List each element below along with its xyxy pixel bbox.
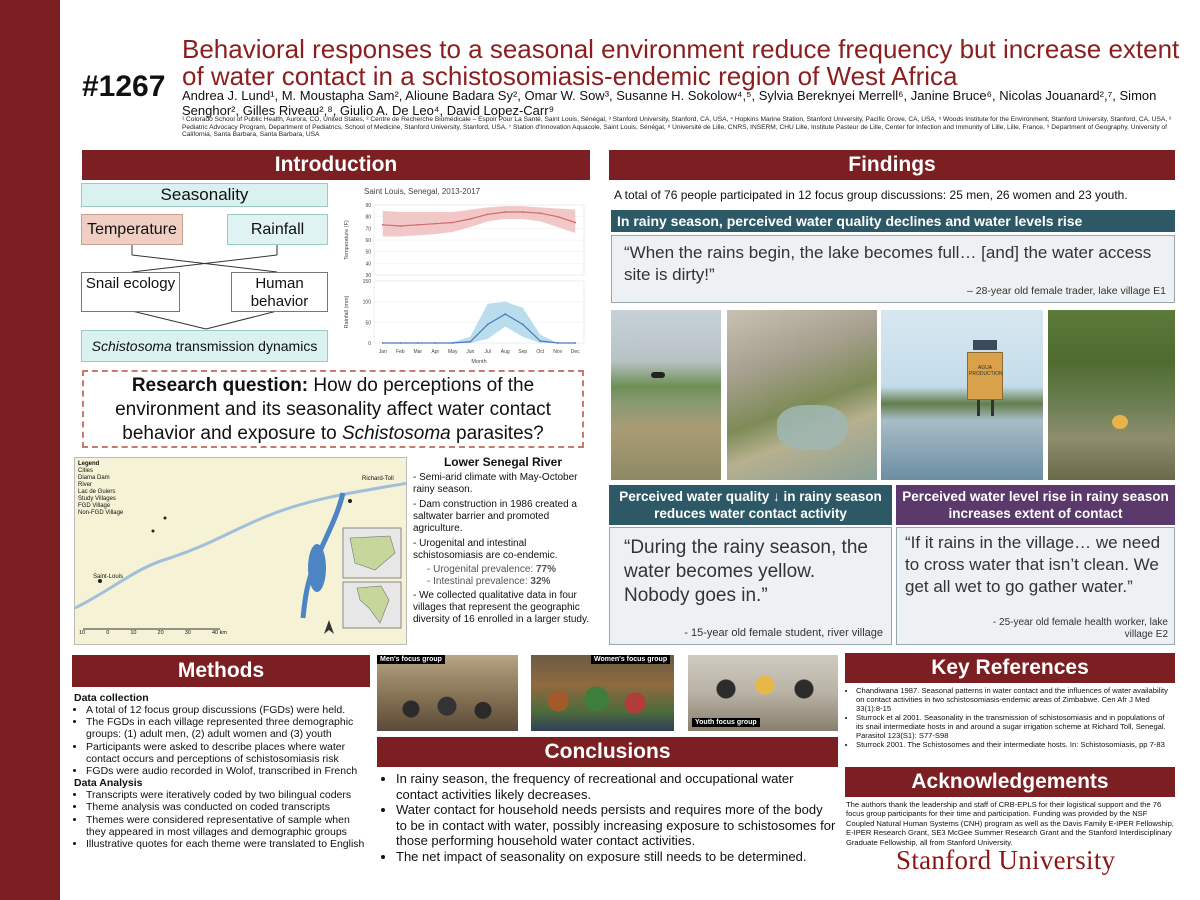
data-point: [469, 218, 471, 220]
study-area-map: [74, 457, 407, 645]
data-point: [399, 225, 401, 227]
lsr-item: - Dam construction in 1986 created a saltwater barrier and promoted agriculture.: [413, 499, 577, 534]
author-list: Andrea J. Lund¹, M. Moustapha Sam², Alioune Badara Sy², Omar W. Sow³, Susanne H. Sokolow⁴,⁵, Sylvia Bereknyei Merrell⁶, Janine Bruce⁶, Nicolas Jouanard²,⁷, Simon Senghor², Gilles Riveau²,⁸, Giulio A. De Leo⁴, David Lopez-Carr⁹: [182, 88, 1157, 118]
legend-item-lac: Lac de Guiers: [78, 489, 116, 495]
list-item: • Theme analysis was conducted on coded transcripts: [86, 801, 370, 813]
data-collection-list: [74, 704, 370, 777]
x-tick-label: May: [448, 349, 458, 355]
y-tick-label: 40: [365, 261, 371, 268]
list-item: • Chandiwana 1987. Seasonal patterns in water contact and the influences of water availability on contact activities in two schistosomiasis-endemic areas of Zimbabwe. Cen Afr J Med 33(1):8-15: [856, 686, 1174, 713]
y-axis-label: Rainfall (mm): [344, 295, 350, 329]
data-point: [522, 211, 524, 213]
map-legend: [78, 461, 123, 517]
map-graphic: [75, 458, 407, 645]
lower-senegal-river-section: [413, 455, 593, 626]
x-tick-label: Jul: [484, 349, 491, 355]
conclusions-list: [380, 771, 836, 865]
list-item: • Participants were asked to describe places where water contact occurs and perceptions of schistosomiasis risk: [86, 741, 370, 765]
x-tick-label: Jun: [466, 349, 475, 355]
legend-item-fgd: FGD Village: [78, 503, 111, 509]
list-item: • A total of 12 focus group discussions (FGDs) were held.: [86, 704, 370, 716]
snail-ecology-box: Snail ecology: [81, 272, 180, 312]
photo-caption: Youth focus group: [692, 718, 760, 727]
legend-item-nonfgd: Non-FGD Village: [78, 510, 124, 516]
list-item: • Illustrative quotes for each theme were translated to English: [86, 838, 370, 850]
poster-title: Behavioral responses to a seasonal environment reduce frequency but increase extent of water contact in a schistosomiasis-endemic region of West Africa: [182, 34, 1180, 91]
lsr-item: - We collected qualitative data in four villages that represent the geographic diversity of 16 enrolled in a larger study.: [413, 590, 590, 625]
x-tick-label: Dec: [570, 349, 580, 355]
x-tick-label: Feb: [395, 349, 405, 355]
data-point: [504, 313, 506, 315]
scale-1: 0: [106, 630, 110, 636]
list-item: • Sturrock 2001. The Schistosomes and their intermediate hosts. In: Schistosomiasis, pp 7-83: [856, 740, 1174, 749]
quote-1-box: [611, 235, 1175, 303]
data-point: [487, 324, 489, 326]
x-tick-label: Mar: [413, 349, 423, 355]
quote-2-attribution: - 15-year old female student, river village: [684, 627, 883, 639]
poster-id: #1267: [82, 70, 166, 103]
quote-3-text: “If it rains in the village… we need to cross water that isn’t clean. We get all wet to go gather water.”: [905, 533, 1161, 596]
sidebar-bar: [0, 0, 60, 900]
y-tick-label: 80: [365, 214, 371, 221]
data-point: [539, 212, 541, 214]
data-point: [399, 342, 401, 344]
introduction-heading: Introduction: [82, 150, 590, 180]
youth-focus-group-photo: [688, 655, 838, 731]
stanford-logo: Stanford University: [896, 845, 1116, 875]
label-saint-louis: Saint-Louis: [93, 574, 124, 580]
data-point: [452, 222, 454, 224]
legend-item-study: Study Villages: [78, 496, 116, 502]
list-item: • The FGDs in each village represented three demographic groups: (1) adult men, (2) adult women and (3) youth: [86, 716, 370, 740]
quote-3-attribution: - 25-year old female health worker, lake village E2: [992, 617, 1168, 640]
reeds-water-photo: [1048, 310, 1175, 480]
data-point: [539, 340, 541, 342]
theme-3-banner: Perceived water level rise in rainy season increases extent of contact: [896, 485, 1175, 525]
data-point: [522, 324, 524, 326]
label-richard-toll: Richard-Toll: [362, 476, 394, 482]
methods-heading: Methods: [72, 655, 370, 687]
legend-item-dam: Diama Dam: [78, 475, 110, 481]
quote-1-attribution: – 28-year old female trader, lake village E1: [966, 285, 1166, 297]
data-point: [557, 216, 559, 218]
x-tick-label: Aug: [500, 349, 510, 355]
y-tick-label: 70: [365, 226, 371, 233]
data-point: [452, 342, 454, 344]
data-point: [434, 223, 436, 225]
list-item: • FGDs were audio recorded in Wolof, transcribed in French: [86, 765, 370, 777]
lake-shore-photo: [611, 310, 721, 480]
data-point: [417, 224, 419, 226]
data-point: [557, 342, 559, 344]
legend-item-river: River: [78, 482, 93, 488]
findings-heading: Findings: [609, 150, 1175, 180]
quote-2-box: [609, 527, 892, 645]
aerial-village-photo: [727, 310, 877, 480]
lsr-item: - Urogenital and intestinal schistosomiasis are co-endemic.: [413, 538, 558, 561]
climate-chart: [338, 183, 590, 369]
rq-text-1: How do perceptions of the environment and its seasonality affect water contact behavior and exposure to: [115, 375, 551, 444]
data-point: [434, 342, 436, 344]
y-tick-label: 50: [365, 320, 371, 327]
x-tick-label: Nov: [553, 349, 563, 355]
legend-item-cities: Cities: [78, 468, 94, 474]
data-point: [487, 213, 489, 215]
findings-summary: A total of 76 people participated in 12 focus group discussions: 25 men, 26 women and 23 youth.: [614, 188, 1128, 202]
quote-2-text: “During the rainy season, the water becomes yellow. Nobody goes in.”: [624, 537, 868, 606]
references-list: [846, 686, 1174, 749]
y-axis-label: Temperature (F): [344, 220, 350, 260]
conclusions-heading: Conclusions: [377, 737, 838, 767]
temperature-box: Temperature: [81, 214, 183, 245]
y-tick-label: 90: [365, 203, 371, 209]
theme-2-banner: Perceived water quality ↓ in rainy season reduces water contact activity: [609, 485, 892, 525]
rq-italic: Schistosoma: [341, 423, 451, 444]
x-tick-label: Sep: [518, 349, 528, 355]
photo-caption: Women's focus group: [591, 655, 670, 664]
list-item: • Themes were considered representative of sample when they appeared in most villages and demographic groups: [86, 814, 370, 838]
women-focus-group-photo: [531, 655, 674, 731]
y-tick-label: 150: [362, 279, 371, 285]
data-analysis-list: [74, 789, 370, 850]
lsr-subitem: - Urogenital prevalence: 77%: [427, 564, 556, 575]
men-focus-group-photo: [377, 655, 518, 731]
lsr-subitem: - Intestinal prevalence: 32%: [427, 576, 551, 587]
photo-caption: Men's focus group: [377, 655, 445, 664]
rq-text-2: parasites?: [450, 423, 544, 444]
lsr-item: - Semi-arid climate with May-October rainy season.: [413, 472, 578, 495]
research-question-box: [82, 370, 584, 448]
transmission-text: transmission dynamics: [171, 338, 318, 354]
list-item: • Transcripts were iteratively coded by two bilingual coders: [86, 789, 370, 801]
water-tower-photo: [881, 310, 1043, 480]
references-heading: Key References: [845, 653, 1175, 683]
list-item: • Sturrock et al 2001. Seasonality in the transmission of schistosomiasis and in populations of its snail intermediate hosts in and around a sugar irrigation scheme at Richard Toll, Senegal. Parasitol 123(S1): S77-S98: [856, 713, 1174, 740]
list-item: • Water contact for household needs persists and requires more of the body to be in contact with water, possibly increasing exposure to schistosomes for those performing household water contact activities.: [396, 802, 836, 849]
acknowledgements-text: The authors thank the leadership and staff of CRB-EPLS for their logistical support and the 76 focus group participants for their time and participation. Funding was provided by the NSF Coupled Natural Human Systems (CNH) program as well as the Davis Family E-IPER Fellowship, E-IPER Research Grant, SE3 McGee Summer Research Grant and the Stanford Interdisciplinary Graduate Fellowship, all from Stanford University.: [846, 800, 1174, 847]
seasonality-box: Seasonality: [81, 183, 328, 207]
scale-5: 40 km: [211, 630, 227, 636]
transmission-italic: Schistosoma: [91, 338, 172, 354]
y-tick-label: 30: [365, 273, 371, 279]
data-point: [382, 342, 384, 344]
quote-1-text: “When the rains begin, the lake becomes full… [and] the water access site is dirty!”: [624, 243, 1152, 284]
human-behavior-box: Human behavior: [231, 272, 328, 312]
theme-1-banner: In rainy season, perceived water quality declines and water levels rise: [611, 210, 1175, 232]
scale-3: 20: [157, 630, 164, 636]
rainfall-box: Rainfall: [227, 214, 328, 245]
data-analysis-title: Data Analysis: [74, 777, 143, 790]
data-point: [469, 341, 471, 343]
data-point: [574, 222, 576, 224]
x-tick-label: Oct: [536, 349, 545, 355]
scale-4: 30: [184, 630, 191, 636]
transmission-box: [81, 330, 328, 362]
legend-title: Legend: [78, 461, 100, 467]
affiliations: ¹ Colorado School of Public Health, Aurora, CO, United States, ² Centre de Recherche Biomédicale – Espoir Pour La Santé, Saint Louis, Sénégal, ³ Stanford University, Stanford, CA, USA, ⁴ Hopkins Marine Station, Stanford University, Pacific Grove, CA, USA, ⁵ Woods Institute for the Environment, Stanford University, Stanford, CA, USA, ⁶ Pediatric Advocacy Program, Department of Pediatrics, School of Medicine, Stanford University, Stanford, USA, ⁷ Station d'Innovation Aquacole, Saint Louis, Sénégal, ⁸ Université de Lille, CNRS, INSERM, CHU Lille, Institute Pasteur de Lille, Center for Infection and Immunity of Lille, Lille, France, ⁹ Department of Geography, University of California, Santa Barbara, Santa Barbara, USA: [182, 116, 1172, 139]
lsr-title: Lower Senegal River: [443, 455, 563, 469]
acknowledgements-heading: Acknowledgements: [845, 767, 1175, 797]
map-scale-bar: [79, 630, 227, 636]
x-tick-label: Jan: [378, 349, 387, 355]
data-collection-title: Data collection: [74, 692, 149, 704]
quote-3-box: [896, 527, 1175, 645]
data-point: [417, 342, 419, 344]
data-point: [382, 224, 384, 226]
list-item: • The net impact of seasonality on exposure still needs to be determined.: [396, 849, 836, 865]
scale-0: 10: [79, 630, 86, 636]
scale-2: 10: [130, 630, 137, 636]
data-point: [504, 211, 506, 213]
x-axis-label: Month: [471, 359, 487, 365]
data-point: [574, 342, 576, 344]
list-item: • In rainy season, the frequency of recreational and occupational water contact activities likely decreases.: [396, 771, 836, 802]
methods-body: [74, 692, 370, 850]
y-tick-label: 0: [368, 341, 371, 347]
y-tick-label: 60: [365, 238, 371, 244]
x-tick-label: Apr: [431, 349, 440, 355]
chart-title: Saint Louis, Senegal, 2013-2017: [364, 187, 481, 196]
sign-text: AGUA PRODUCTION: [969, 365, 1003, 377]
y-tick-label: 50: [365, 249, 371, 256]
y-tick-label: 100: [362, 299, 371, 306]
rq-label: Research question:: [131, 375, 309, 396]
